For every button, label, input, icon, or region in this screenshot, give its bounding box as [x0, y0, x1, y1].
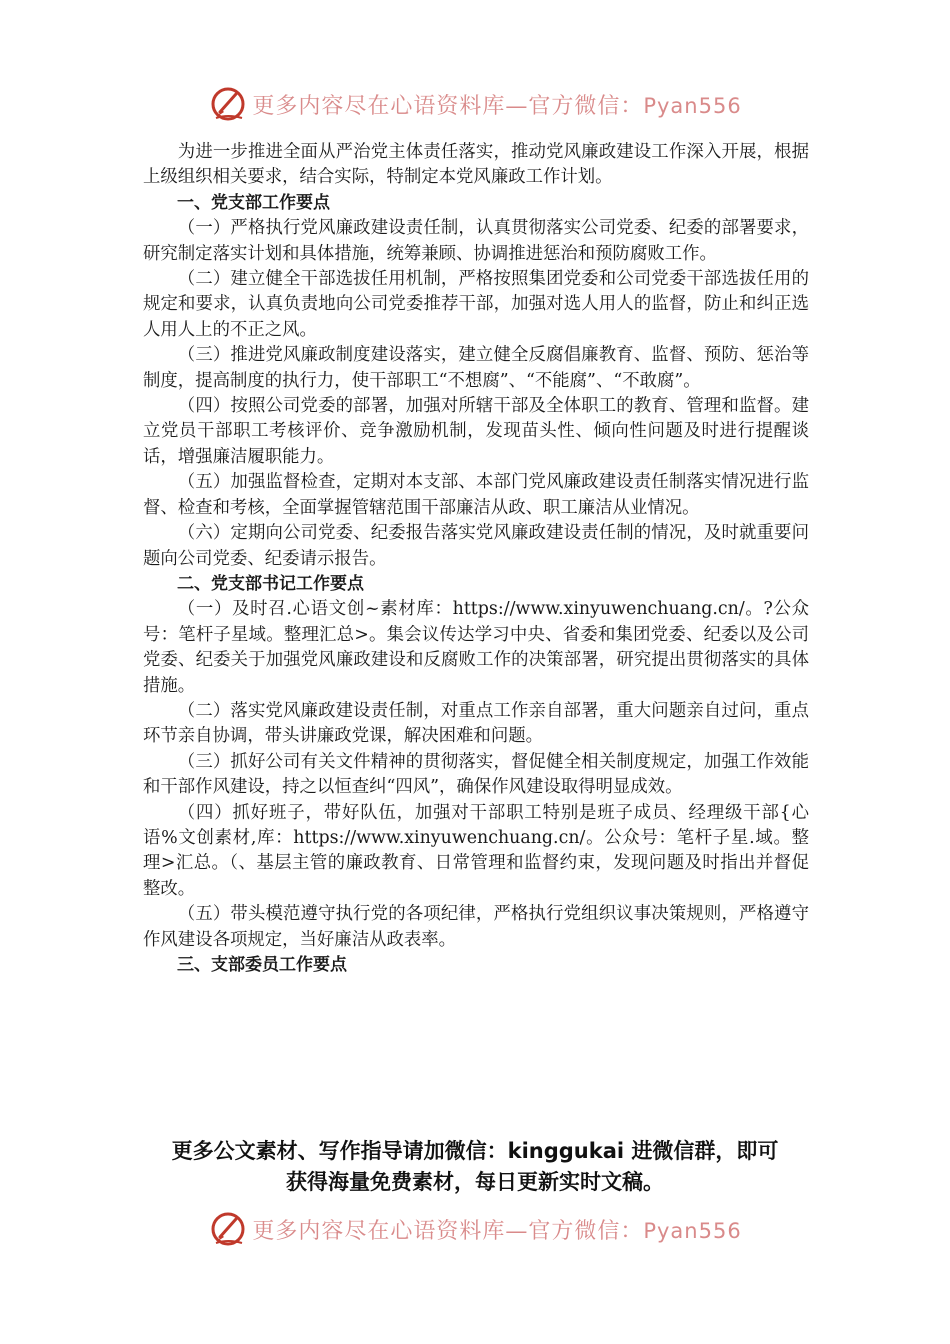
banner-text: 更多内容尽在心语资料库—官方微信：Pyan556: [252, 93, 742, 119]
section-heading: 二、党支部书记工作要点: [177, 573, 364, 594]
banner-text: 更多内容尽在心语资料库—官方微信：Pyan556: [252, 1218, 742, 1244]
body-paragraph: （二）建立健全干部选拔任用机制，严格按照集团党委和公司党委干部选拔任用的规定和要求，认真负责地向公司党委推荐干部，加强对选人用人的监督，防止和纠正选人用人上的不正之风。: [143, 269, 809, 340]
body-paragraph: （五）加强监督检查，定期对本支部、本部门党风廉政建设责任制落实情况进行监督、检查和考核，全面掌握管辖范围干部廉洁从政、职工廉洁从业情况。: [143, 472, 809, 518]
body-paragraph: （一）及时召.心语文创~素材库：https://www.xinyuwenchuang.cn/。?公众号：笔杆子星域。整理汇总>。集会议传达学习中央、省委和集团党委、纪委以及公司党委、纪委关于加强党风廉政建设和反腐败工作的决策部署，研究提出贯彻落实的具体措施。: [143, 599, 809, 696]
section-heading: 一、党支部工作要点: [177, 192, 330, 213]
document-body: [143, 140, 809, 978]
body-paragraph: 为进一步推进全面从严治党主体责任落实，推动党风廉政建设工作深入开展，根据上级组织相关要求，结合实际，特制定本党风廉政工作计划。: [143, 142, 809, 188]
body-paragraph: （六）定期向公司党委、纪委报告落实党风廉政建设责任制的情况，及时就重要问题向公司党委、纪委请示报告。: [143, 523, 809, 569]
promo-line-2: 获得海量免费素材，每日更新实时文稿。: [286, 1170, 664, 1194]
body-paragraph: （二）落实党风廉政建设责任制，对重点工作亲自部署，重大问题亲自过问，重点环节亲自协调，带头讲廉政党课，解决困难和问题。: [143, 700, 809, 747]
promo-text: [0, 1136, 950, 1198]
pen-logo-icon: [208, 1209, 248, 1249]
body-paragraph: （四）按照公司党委的部署，加强对所辖干部及全体职工的教育、管理和监督。建立党员干部职工考核评价、竞争激励机制，发现苗头性、倾向性问题及时进行提醒谈话，增强廉洁履职能力。: [143, 396, 809, 467]
body-paragraph: （四）抓好班子，带好队伍，加强对干部职工特别是班子成员、经理级干部{心语%文创素材,库：https://www.xinyuwenchuang.cn/。公众号：笔杆子星.域。整理>汇总。（、基层主管的廉政教育、日常管理和监督约束，发现问题及时指出并督促整改。: [143, 802, 809, 899]
body-paragraph: （一）严格执行党风廉政建设责任制，认真贯彻落实公司党委、纪委的部署要求，研究制定落实计划和具体措施，统筹兼顾、协调推进惩治和预防腐败工作。: [143, 218, 809, 264]
footer-banner: [0, 1209, 950, 1249]
header-banner: [0, 84, 950, 124]
body-paragraph: （三）抓好公司有关文件精神的贯彻落实，督促健全相关制度规定，加强工作效能和干部作风建设，持之以恒查纠“四风”，确保作风建设取得明显成效。: [143, 751, 809, 798]
pen-logo-icon: [208, 84, 248, 124]
body-paragraph: （五）带头模范遵守执行党的各项纪律，严格执行党组织议事决策规则，严格遵守作风建设各项规定，当好廉洁从政表率。: [143, 904, 809, 950]
promo-line-1: 更多公文素材、写作指导请加微信：kinggukai 进微信群，即可: [171, 1139, 779, 1163]
section-heading: 三、支部委员工作要点: [177, 955, 347, 975]
body-paragraph: （三）推进党风廉政制度建设落实，建立健全反腐倡廉教育、监督、预防、惩治等制度，提高制度的执行力，使干部职工“不想腐”、“不能腐”、“不敢腐”。: [143, 345, 809, 391]
